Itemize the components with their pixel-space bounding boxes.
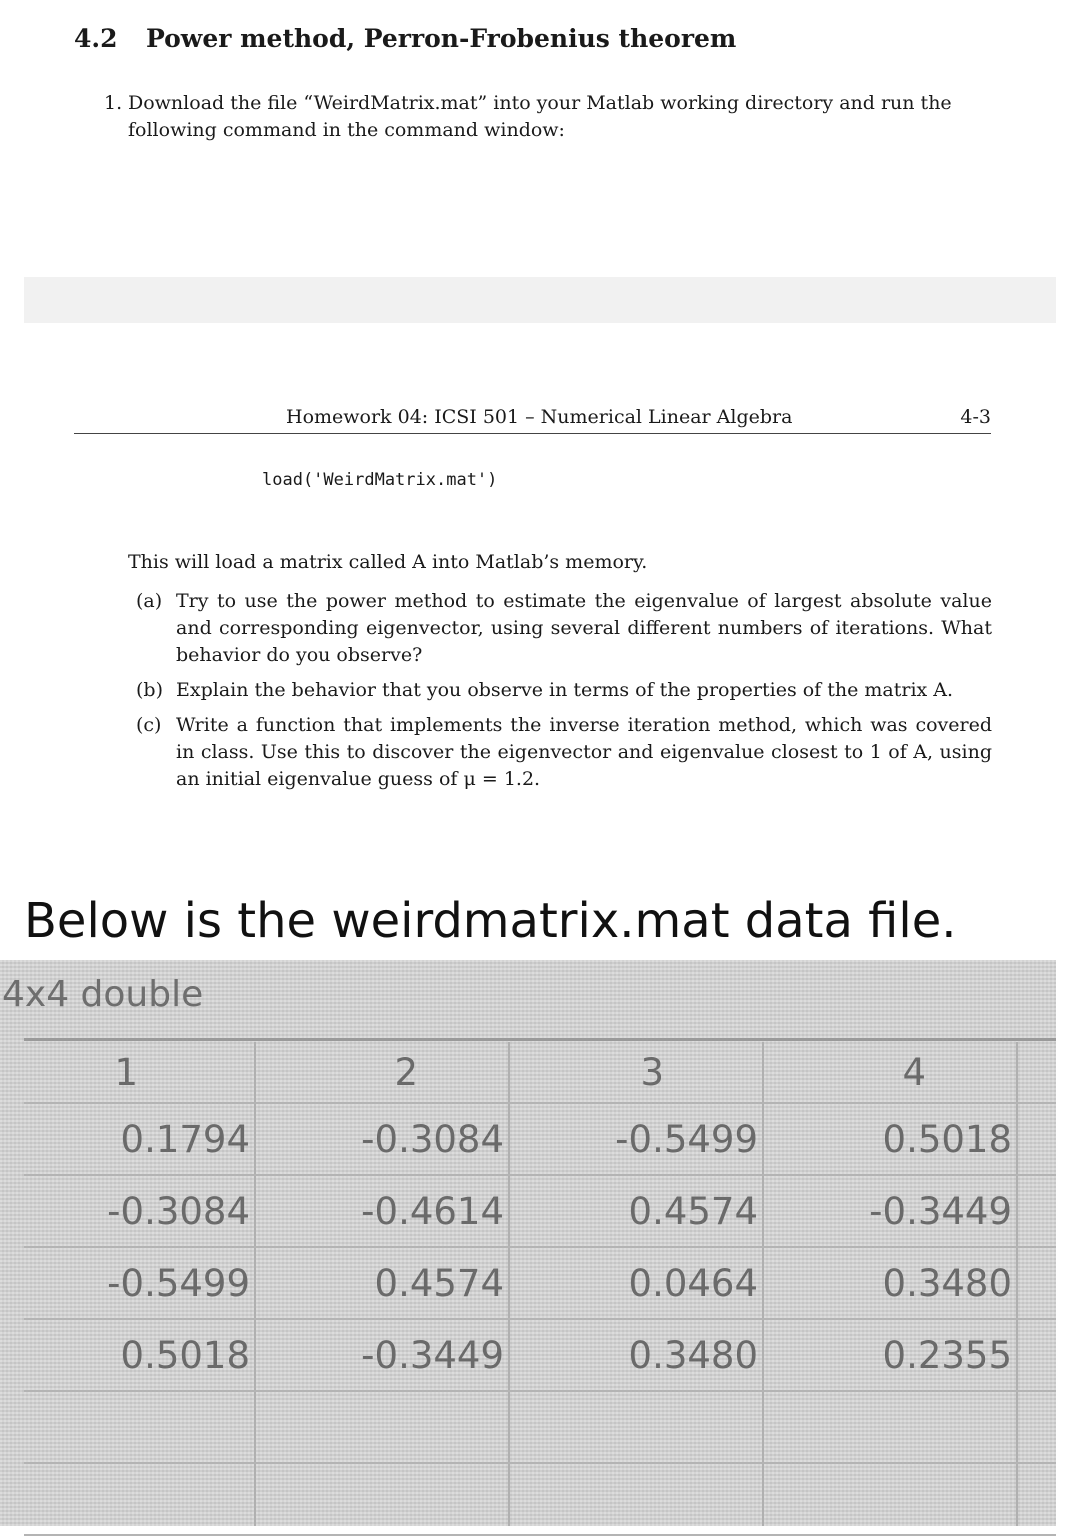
intro-text: This will load a matrix called A into Matlab’s memory. [128, 551, 648, 573]
matrix-viewer [0, 960, 1056, 1526]
part-label: (b) [136, 679, 163, 701]
matrix-cell[interactable]: 0.1794 [120, 1117, 250, 1161]
matrix-row [24, 1104, 1056, 1176]
matrix-cell[interactable]: -0.3449 [869, 1189, 1012, 1233]
part-text: Explain the behavior that you observe in terms of the properties of the matrix A. [176, 679, 954, 701]
section-heading [74, 24, 736, 53]
matrix-cell[interactable]: -0.3449 [361, 1333, 504, 1377]
matrix-row [24, 1320, 1056, 1392]
matrix-cell[interactable]: -0.5499 [107, 1261, 250, 1305]
part-text: Write a function that implements the inverse iteration method, which was covered in class. Use this to discover the eigenvector and eigenvalue closest to 1 of A, using an initial eigenvalue guess of μ = 1.2. [176, 714, 992, 790]
matrix-cell[interactable]: 0.0464 [628, 1261, 758, 1305]
page-header-title: Homework 04: ICSI 501 – Numerical Linear Algebra [286, 406, 793, 428]
question-1 [104, 90, 994, 144]
matrix-row [24, 1176, 1056, 1248]
page-header [74, 403, 991, 434]
part-c [136, 712, 992, 793]
matrix-size-label: 4x4 double [2, 974, 204, 1015]
column-header[interactable]: 2 [394, 1050, 418, 1094]
column-header-row [24, 1042, 1056, 1104]
matrix-cell[interactable]: -0.4614 [361, 1189, 504, 1233]
part-label: (c) [136, 714, 162, 736]
part-b [136, 677, 992, 704]
question-text: Download the file “WeirdMatrix.mat” into your Matlab working directory and run the following command in the command window: [128, 92, 952, 141]
matrix-cell[interactable]: 0.4574 [374, 1261, 504, 1305]
part-a [136, 588, 992, 669]
data-caption: Below is the weirdmatrix.mat data file. [24, 893, 957, 949]
code-snippet: load('WeirdMatrix.mat') [262, 470, 498, 490]
section-title: Power method, Perron-Frobenius theorem [146, 24, 737, 53]
header-divider [24, 1038, 1056, 1041]
matrix-cell[interactable]: 0.2355 [882, 1333, 1012, 1377]
column-header[interactable]: 4 [902, 1050, 926, 1094]
column-header[interactable]: 1 [114, 1050, 138, 1094]
page-break-band [24, 277, 1056, 323]
matrix-row [24, 1248, 1056, 1320]
empty-row [24, 1464, 1056, 1536]
part-text: Try to use the power method to estimate the eigenvalue of largest absolute value and corresponding eigenvector, using several different numbers of iterations. What behavior do you observe? [176, 590, 992, 666]
page-number: 4-3 [960, 406, 991, 428]
matrix-cell[interactable]: 0.3480 [882, 1261, 1012, 1305]
section-number: 4.2 [74, 24, 118, 53]
matrix-cell[interactable]: 0.5018 [882, 1117, 1012, 1161]
column-header[interactable]: 3 [640, 1050, 664, 1094]
matrix-cell[interactable]: -0.3084 [107, 1189, 250, 1233]
part-label: (a) [136, 590, 163, 612]
matrix-cell[interactable]: 0.4574 [628, 1189, 758, 1233]
matrix-cell[interactable]: 0.3480 [628, 1333, 758, 1377]
matrix-cell[interactable]: -0.5499 [615, 1117, 758, 1161]
empty-row [24, 1392, 1056, 1464]
question-label: 1. [104, 92, 123, 114]
matrix-cell[interactable]: -0.3084 [361, 1117, 504, 1161]
matrix-grid [24, 1042, 1056, 1536]
matrix-cell[interactable]: 0.5018 [120, 1333, 250, 1377]
